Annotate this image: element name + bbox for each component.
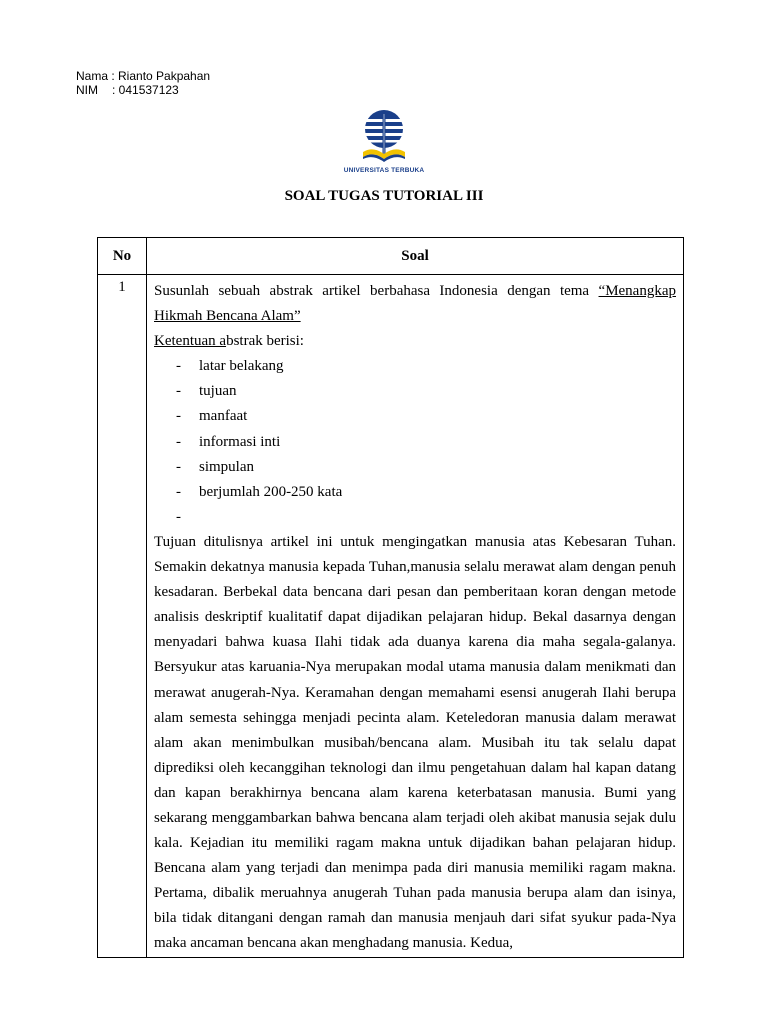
list-dash: - bbox=[176, 458, 181, 475]
list-dash: - bbox=[176, 508, 181, 525]
assignment-table bbox=[97, 237, 684, 958]
table-row bbox=[98, 275, 684, 958]
list-dash: - bbox=[176, 433, 181, 450]
list-item bbox=[154, 505, 676, 530]
university-logo bbox=[0, 108, 768, 174]
nim-label: NIM bbox=[76, 83, 98, 97]
rules-underlined: Ketentuan a bbox=[154, 333, 227, 350]
list-item-text: simpulan bbox=[199, 458, 254, 475]
list-item bbox=[154, 480, 676, 505]
header-no: No bbox=[98, 238, 147, 275]
list-item bbox=[154, 404, 676, 429]
list-item-text: tujuan bbox=[199, 383, 237, 400]
list-dash: - bbox=[176, 483, 181, 500]
rules-heading bbox=[154, 329, 676, 354]
list-item bbox=[154, 455, 676, 480]
rules-list bbox=[154, 354, 676, 530]
logo-text: UNIVERSITAS TERBUKA bbox=[343, 167, 425, 174]
list-dash: - bbox=[176, 358, 181, 375]
list-item-text: berjumlah 200-250 kata bbox=[199, 483, 343, 500]
row-number: 1 bbox=[98, 275, 147, 958]
list-item-text: manfaat bbox=[199, 408, 248, 425]
name-line bbox=[76, 69, 210, 83]
name-text: Nama : Rianto Pakpahan bbox=[76, 69, 211, 83]
header-soal: Soal bbox=[147, 238, 684, 275]
list-item-text: latar belakang bbox=[199, 358, 284, 375]
intro-theme: “Menangkap Hikmah Bencana Alam” bbox=[154, 283, 676, 325]
intro-text: Susunlah sebuah abstrak artikel berbahasa Indonesia dengan tema bbox=[154, 283, 599, 299]
list-item bbox=[154, 354, 676, 379]
rules-rest: bstrak berisi: bbox=[226, 333, 304, 350]
university-emblem-icon bbox=[359, 108, 409, 166]
page-title: SOAL TUGAS TUTORIAL III bbox=[284, 188, 484, 204]
list-dash: - bbox=[176, 383, 181, 400]
list-item bbox=[154, 430, 676, 455]
nim-line bbox=[76, 83, 210, 97]
list-dash: - bbox=[176, 408, 181, 425]
answer-paragraph: Tujuan ditulisnya artikel ini untuk mengingatkan manusia atas Kebesaran Tuhan. Semakin dekatnya manusia kepada Tuhan,manusia selalu merawat alam dengan penuh kesadaran. Berbekal data bencana dari pesan dan pemberitaan koran dengan metode analisis deskriptif kualitatif dapat dijadikan pelajaran hidup. Bekal dasarnya dengan menyadari bahwa kuasa Ilahi tidak ada duanya karena dia maha segala-galanya. Bersyukur atas karuania-Nya merupakan modal utama manusia dalam menikmati dan merawat anugerah-Nya. Keramahan dengan memahami esensi anugerah Ilahi berupa alam semesta sehingga menjadi pecinta alam. Keteledoran manusia dalam merawat alam akan menimbulkan musibah/bencana alam. Musibah itu tak selalu dapat diprediksi oleh kecanggihan teknologi dan ilmu pengetahuan dalam hal kapan datang dan kapan berakhirnya bencana alam karena keterbatasan manusia. Bumi yang sekarang menggambarkan bahwa bencana alam terjadi oleh akibat manusia sejak dulu kala. Kejadian itu memiliki ragam makna untuk dijadikan bahan pelajaran hidup. Bencana alam yang terjadi dan menimpa pada diri manusia memiliki ragam makna. Pertama, dibalik meruahnya anugerah Tuhan pada manusia berupa alam dan isinya, bila tidak ditangani dengan ramah dan manusia menjauh dari sifat syukur pada-Nya maka ancaman bencana akan menghadang manusia. Kedua, bbox=[154, 533, 676, 952]
table-header-row bbox=[98, 238, 684, 275]
question-cell bbox=[147, 275, 684, 958]
list-item bbox=[154, 379, 676, 404]
question-intro bbox=[154, 279, 676, 329]
list-item-text: informasi inti bbox=[199, 433, 281, 450]
nim-value: : 041537123 bbox=[112, 83, 179, 97]
student-info bbox=[76, 69, 210, 97]
